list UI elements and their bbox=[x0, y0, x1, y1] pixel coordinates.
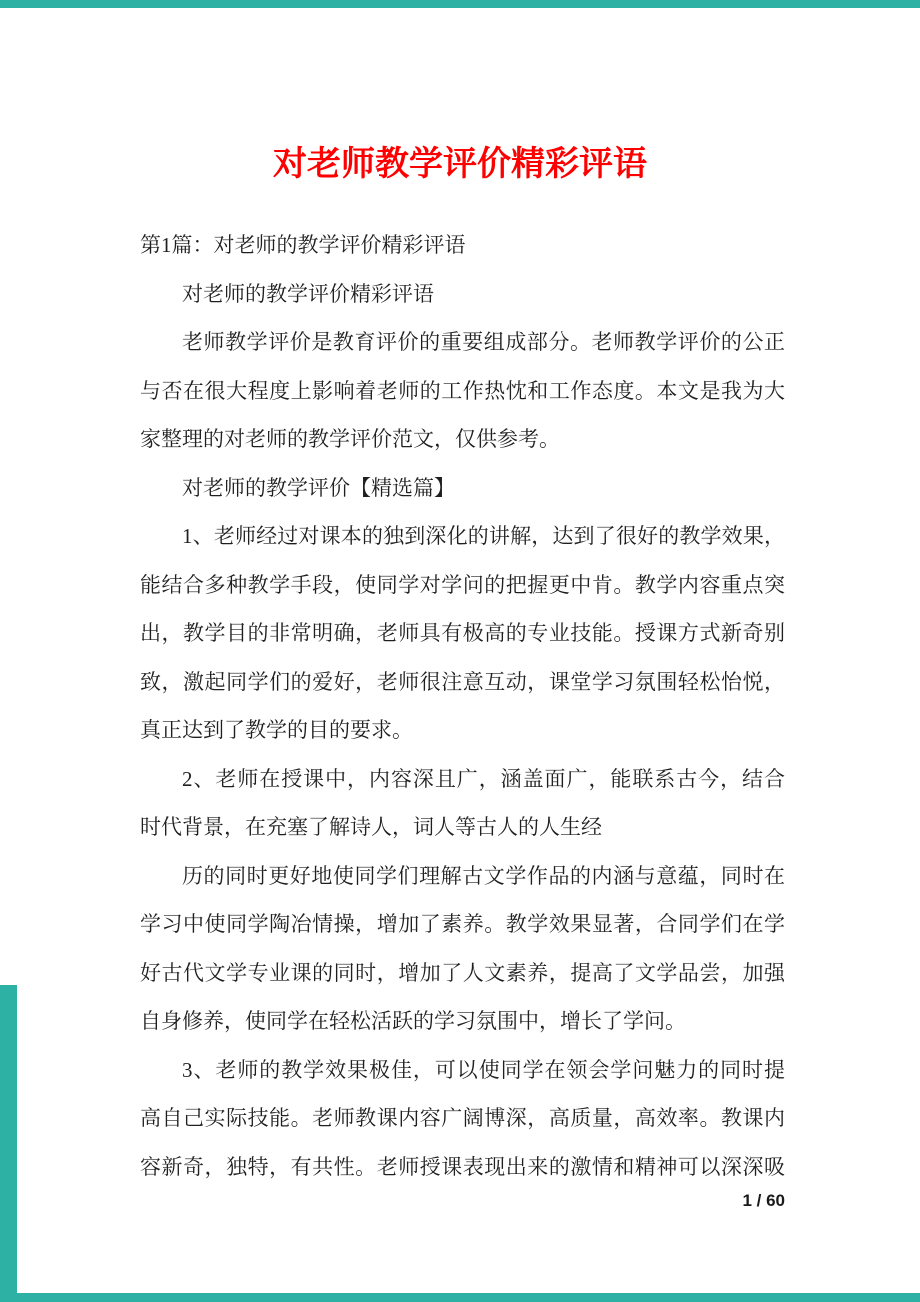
text-line: 1、老师经过对课本的独到深化的讲解，达到了很好的教学效果， bbox=[182, 524, 785, 548]
text-line: 学习中使同学陶冶情操，增加了素养。教学效果显著，合同学们在学 bbox=[140, 912, 785, 936]
text-line: 对老师的教学评价【精选篇】 bbox=[182, 475, 455, 500]
text-line: 能结合多种教学手段，使同学对学问的把握更中肯。教学内容重点突 bbox=[140, 572, 785, 597]
page-number-indicator: 1 / 60 bbox=[742, 1191, 785, 1210]
text-line: 3、老师的教学效果极佳，可以使同学在领会学问魅力的同时提 bbox=[182, 1057, 785, 1082]
text-line: 老师教学评价是教育评价的重要组成部分。老师教学评价的公正 bbox=[182, 330, 785, 354]
document-title: 对老师教学评价精彩评语 bbox=[273, 146, 647, 183]
document-body bbox=[140, 221, 785, 1191]
text-line: 自身修养，使同学在轻松活跃的学习氛围中，增长了学问。 bbox=[140, 1009, 686, 1033]
text-line: 容新奇，独特，有共性。老师授课表现出来的激情和精神可以深深吸 bbox=[140, 1154, 785, 1179]
text-line: 时代背景，在充塞了解诗人，词人等古人的人生经 bbox=[140, 815, 602, 839]
page-border-top bbox=[0, 0, 920, 8]
text-line: 2、老师在授课中，内容深且广，涵盖面广，能联系古今，结合 bbox=[182, 766, 785, 791]
text-line: 好古代文学专业课的同时，增加了人文素养，提高了文学品尝，加强 bbox=[140, 960, 785, 985]
text-line: 第1篇：对老师的教学评价精彩评语 bbox=[140, 233, 466, 257]
page-border-bottom bbox=[0, 1293, 920, 1302]
page-border-left bbox=[0, 985, 17, 1302]
text-line: 高自己实际技能。老师教课内容广阔博深，高质量，高效率。教课内 bbox=[140, 1106, 785, 1130]
text-line: 出，教学目的非常明确，老师具有极高的专业技能。授课方式新奇别 bbox=[140, 621, 785, 645]
text-line: 对老师的教学评价精彩评语 bbox=[182, 281, 434, 306]
text-line: 真正达到了教学的目的要求。 bbox=[140, 718, 413, 742]
text-line: 致，激起同学们的爱好，老师很注意互动，课堂学习氛围轻松怡悦， bbox=[140, 669, 785, 694]
text-line: 历的同时更好地使同学们理解古文学作品的内涵与意蕴，同时在 bbox=[182, 863, 785, 888]
text-line: 家整理的对老师的教学评价范文，仅供参考。 bbox=[140, 427, 560, 451]
text-line: 与否在很大程度上影响着老师的工作热忱和工作态度。本文是我为大 bbox=[140, 378, 785, 403]
